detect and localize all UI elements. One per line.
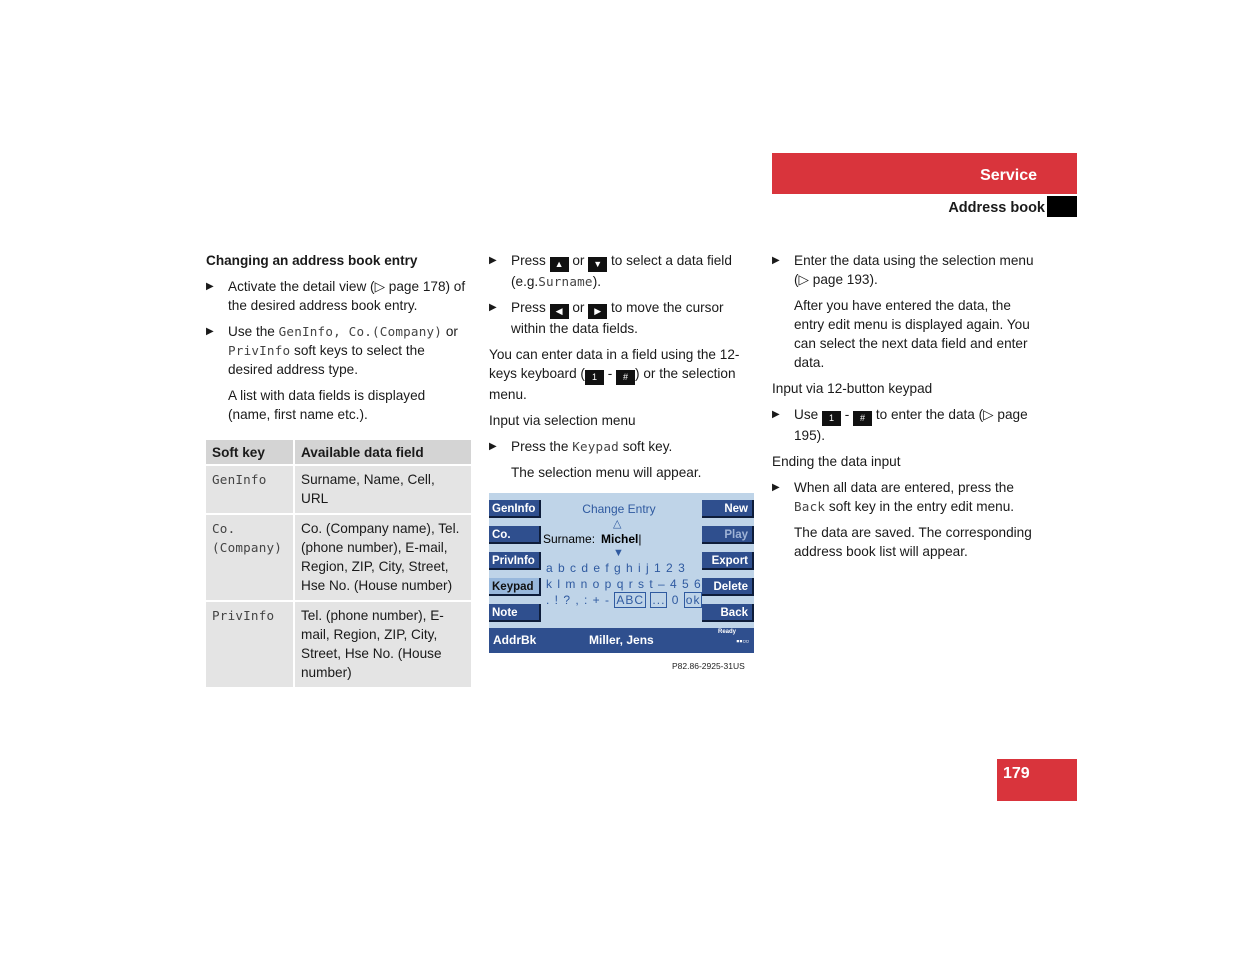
softkey-back: Back xyxy=(702,604,754,622)
subsection-title: Address book xyxy=(948,200,1045,216)
device-screen xyxy=(489,493,754,653)
instruction-step xyxy=(206,277,471,315)
step-text: to move the cursor within the data fields. xyxy=(511,300,724,336)
softkey-play: Play xyxy=(702,526,754,544)
paragraph-text: - xyxy=(607,366,613,381)
instruction-step xyxy=(489,298,754,338)
column-3 xyxy=(772,251,1042,568)
subheading: Input via 12-button keypad xyxy=(772,381,933,396)
paragraph xyxy=(489,345,754,404)
result-note: The data are saved. The corresponding address book list will appear. xyxy=(794,525,1032,559)
key-1-icon: 1 xyxy=(585,370,604,385)
step-text: to enter the data (▷ page 195). xyxy=(794,407,1028,443)
page-number-box xyxy=(997,759,1077,801)
step-text: or xyxy=(445,324,458,339)
keyboard-row xyxy=(546,591,702,610)
section-title: Service xyxy=(980,167,1037,184)
section-heading: Changing an address book entry xyxy=(206,253,418,268)
table-cell-key: GenInfo xyxy=(206,465,294,514)
softkey-privinfo: PrivInfo xyxy=(489,552,541,570)
page-number: 179 xyxy=(1003,765,1030,782)
softkey-keypad: Keypad xyxy=(489,578,541,596)
signal-icon: ▪▪▫▫ xyxy=(736,636,749,646)
step-text: Use the xyxy=(228,324,275,339)
table-header-row xyxy=(206,440,471,465)
softkey-note: Note xyxy=(489,604,541,622)
table-cell-key: PrivInfo xyxy=(206,601,294,687)
paragraph-text: ) or the selection menu. xyxy=(489,366,736,402)
step-arrow-icon: ▶ xyxy=(772,255,780,266)
step-arrow-icon: ▶ xyxy=(489,302,497,313)
step-text: to select a data field (e.g. xyxy=(511,253,732,289)
step-arrow-icon: ▶ xyxy=(206,281,214,292)
result-note: A list with data fields is displayed (name, first name etc.). xyxy=(228,388,426,422)
status-ready: Ready xyxy=(717,629,736,635)
softkey-new: New xyxy=(702,500,754,518)
ellipsis-key: ... xyxy=(652,593,666,607)
ok-key: ok xyxy=(685,593,701,607)
instruction-step xyxy=(206,322,471,379)
up-key-icon: ▲ xyxy=(550,257,569,272)
step-text: Press the xyxy=(511,439,569,454)
subheading: Input via selection menu xyxy=(489,413,636,428)
instruction-step xyxy=(772,405,1042,445)
step-text: or xyxy=(572,300,585,315)
table-cell-fields: Tel. (phone number), E-mail, Region, ZIP, City, Street, Hse No. (House number) xyxy=(294,601,471,687)
step-arrow-icon: ▶ xyxy=(772,409,780,420)
step-arrow-icon: ▶ xyxy=(206,326,214,337)
down-key-icon: ▼ xyxy=(588,257,607,272)
status-bar xyxy=(489,628,754,653)
softkey-label: PrivInfo xyxy=(228,343,291,358)
softkey-geninfo: GenInfo xyxy=(489,500,541,518)
keyboard-chars: . ! ? , : + - xyxy=(546,593,611,607)
instruction-step xyxy=(772,478,1042,516)
left-key-icon: ◀ xyxy=(550,304,569,319)
instruction-step xyxy=(772,251,1042,289)
softkey-label: Back xyxy=(794,499,826,514)
step-text: Activate the detail view (▷ page 178) of the desired address book entry. xyxy=(228,279,466,313)
paragraph-text: You can enter data in a field using the 12-keys keyboard ( xyxy=(489,347,740,381)
key-1-icon: 1 xyxy=(822,411,841,426)
step-text: soft keys to select the desired address type. xyxy=(228,343,425,377)
abc-key: ABC xyxy=(616,593,645,607)
softkey-label: GenInfo, Co.(Company) xyxy=(278,324,443,339)
column-1 xyxy=(206,251,471,431)
table-cell-fields: Surname, Name, Cell, URL xyxy=(294,465,471,514)
step-text: When all data are entered, press the xyxy=(794,480,1014,495)
instruction-step xyxy=(489,437,754,456)
keyboard-row: k l m n o p q r s t – 4 5 6 xyxy=(546,577,702,591)
step-text: Enter the data using the selection menu (▷ page 193). xyxy=(794,253,1034,287)
section-banner xyxy=(772,153,1077,194)
result-note: The selection menu will appear. xyxy=(511,465,702,480)
table-cell-key: Co. (Company) xyxy=(206,514,294,601)
cursor-icon: | xyxy=(638,532,642,546)
table-row xyxy=(206,465,471,514)
step-text: soft key. xyxy=(622,439,673,454)
softkey-label: Keypad xyxy=(572,439,619,454)
subsection-marker xyxy=(1047,196,1077,217)
column-2 xyxy=(489,251,754,489)
table-cell-fields: Co. (Company name), Tel. (phone number), E-mail, Region, ZIP, City, Street, Hse No. (House number) xyxy=(294,514,471,601)
softkey-delete: Delete xyxy=(702,578,754,596)
scroll-down-icon: ▼ xyxy=(613,547,624,559)
right-key-icon: ▶ xyxy=(588,304,607,319)
screen-field xyxy=(543,530,642,549)
step-arrow-icon: ▶ xyxy=(772,482,780,493)
table-row xyxy=(206,514,471,601)
step-text: soft key in the entry edit menu. xyxy=(828,499,1015,514)
step-arrow-icon: ▶ xyxy=(489,255,497,266)
softkey-table xyxy=(206,440,471,687)
zero-key: 0 xyxy=(671,593,680,607)
figure-id: P82.86-2925-31US xyxy=(672,661,745,671)
key-hash-icon: # xyxy=(616,370,635,385)
table-header: Soft key xyxy=(206,440,294,465)
softkey-company: Co. xyxy=(489,526,541,544)
step-text: - xyxy=(844,407,850,422)
step-text: Press xyxy=(511,253,546,268)
step-text: or xyxy=(572,253,585,268)
scroll-up-icon: △ xyxy=(613,518,622,530)
table-header: Available data field xyxy=(294,440,471,465)
field-label: Surname: xyxy=(543,532,596,546)
result-note: After you have entered the data, the entry edit menu is displayed again. You can select the next data field and enter data. xyxy=(794,298,1030,370)
softkey-export: Export xyxy=(702,552,754,570)
subheading: Ending the data input xyxy=(772,454,901,469)
step-text: ). xyxy=(592,274,601,289)
instruction-step xyxy=(489,251,754,291)
screen-title: Change Entry xyxy=(582,502,656,516)
field-value: Michel xyxy=(601,532,639,546)
step-text: Use xyxy=(794,407,819,422)
table-row xyxy=(206,601,471,687)
step-text: Press xyxy=(511,300,546,315)
key-hash-icon: # xyxy=(853,411,872,426)
status-left: AddrBk xyxy=(493,633,537,647)
step-arrow-icon: ▶ xyxy=(489,441,497,452)
status-contact: Miller, Jens xyxy=(589,633,654,647)
keyboard-row: a b c d e f g h i j 1 2 3 xyxy=(546,561,686,575)
field-example: Surname xyxy=(538,274,593,289)
